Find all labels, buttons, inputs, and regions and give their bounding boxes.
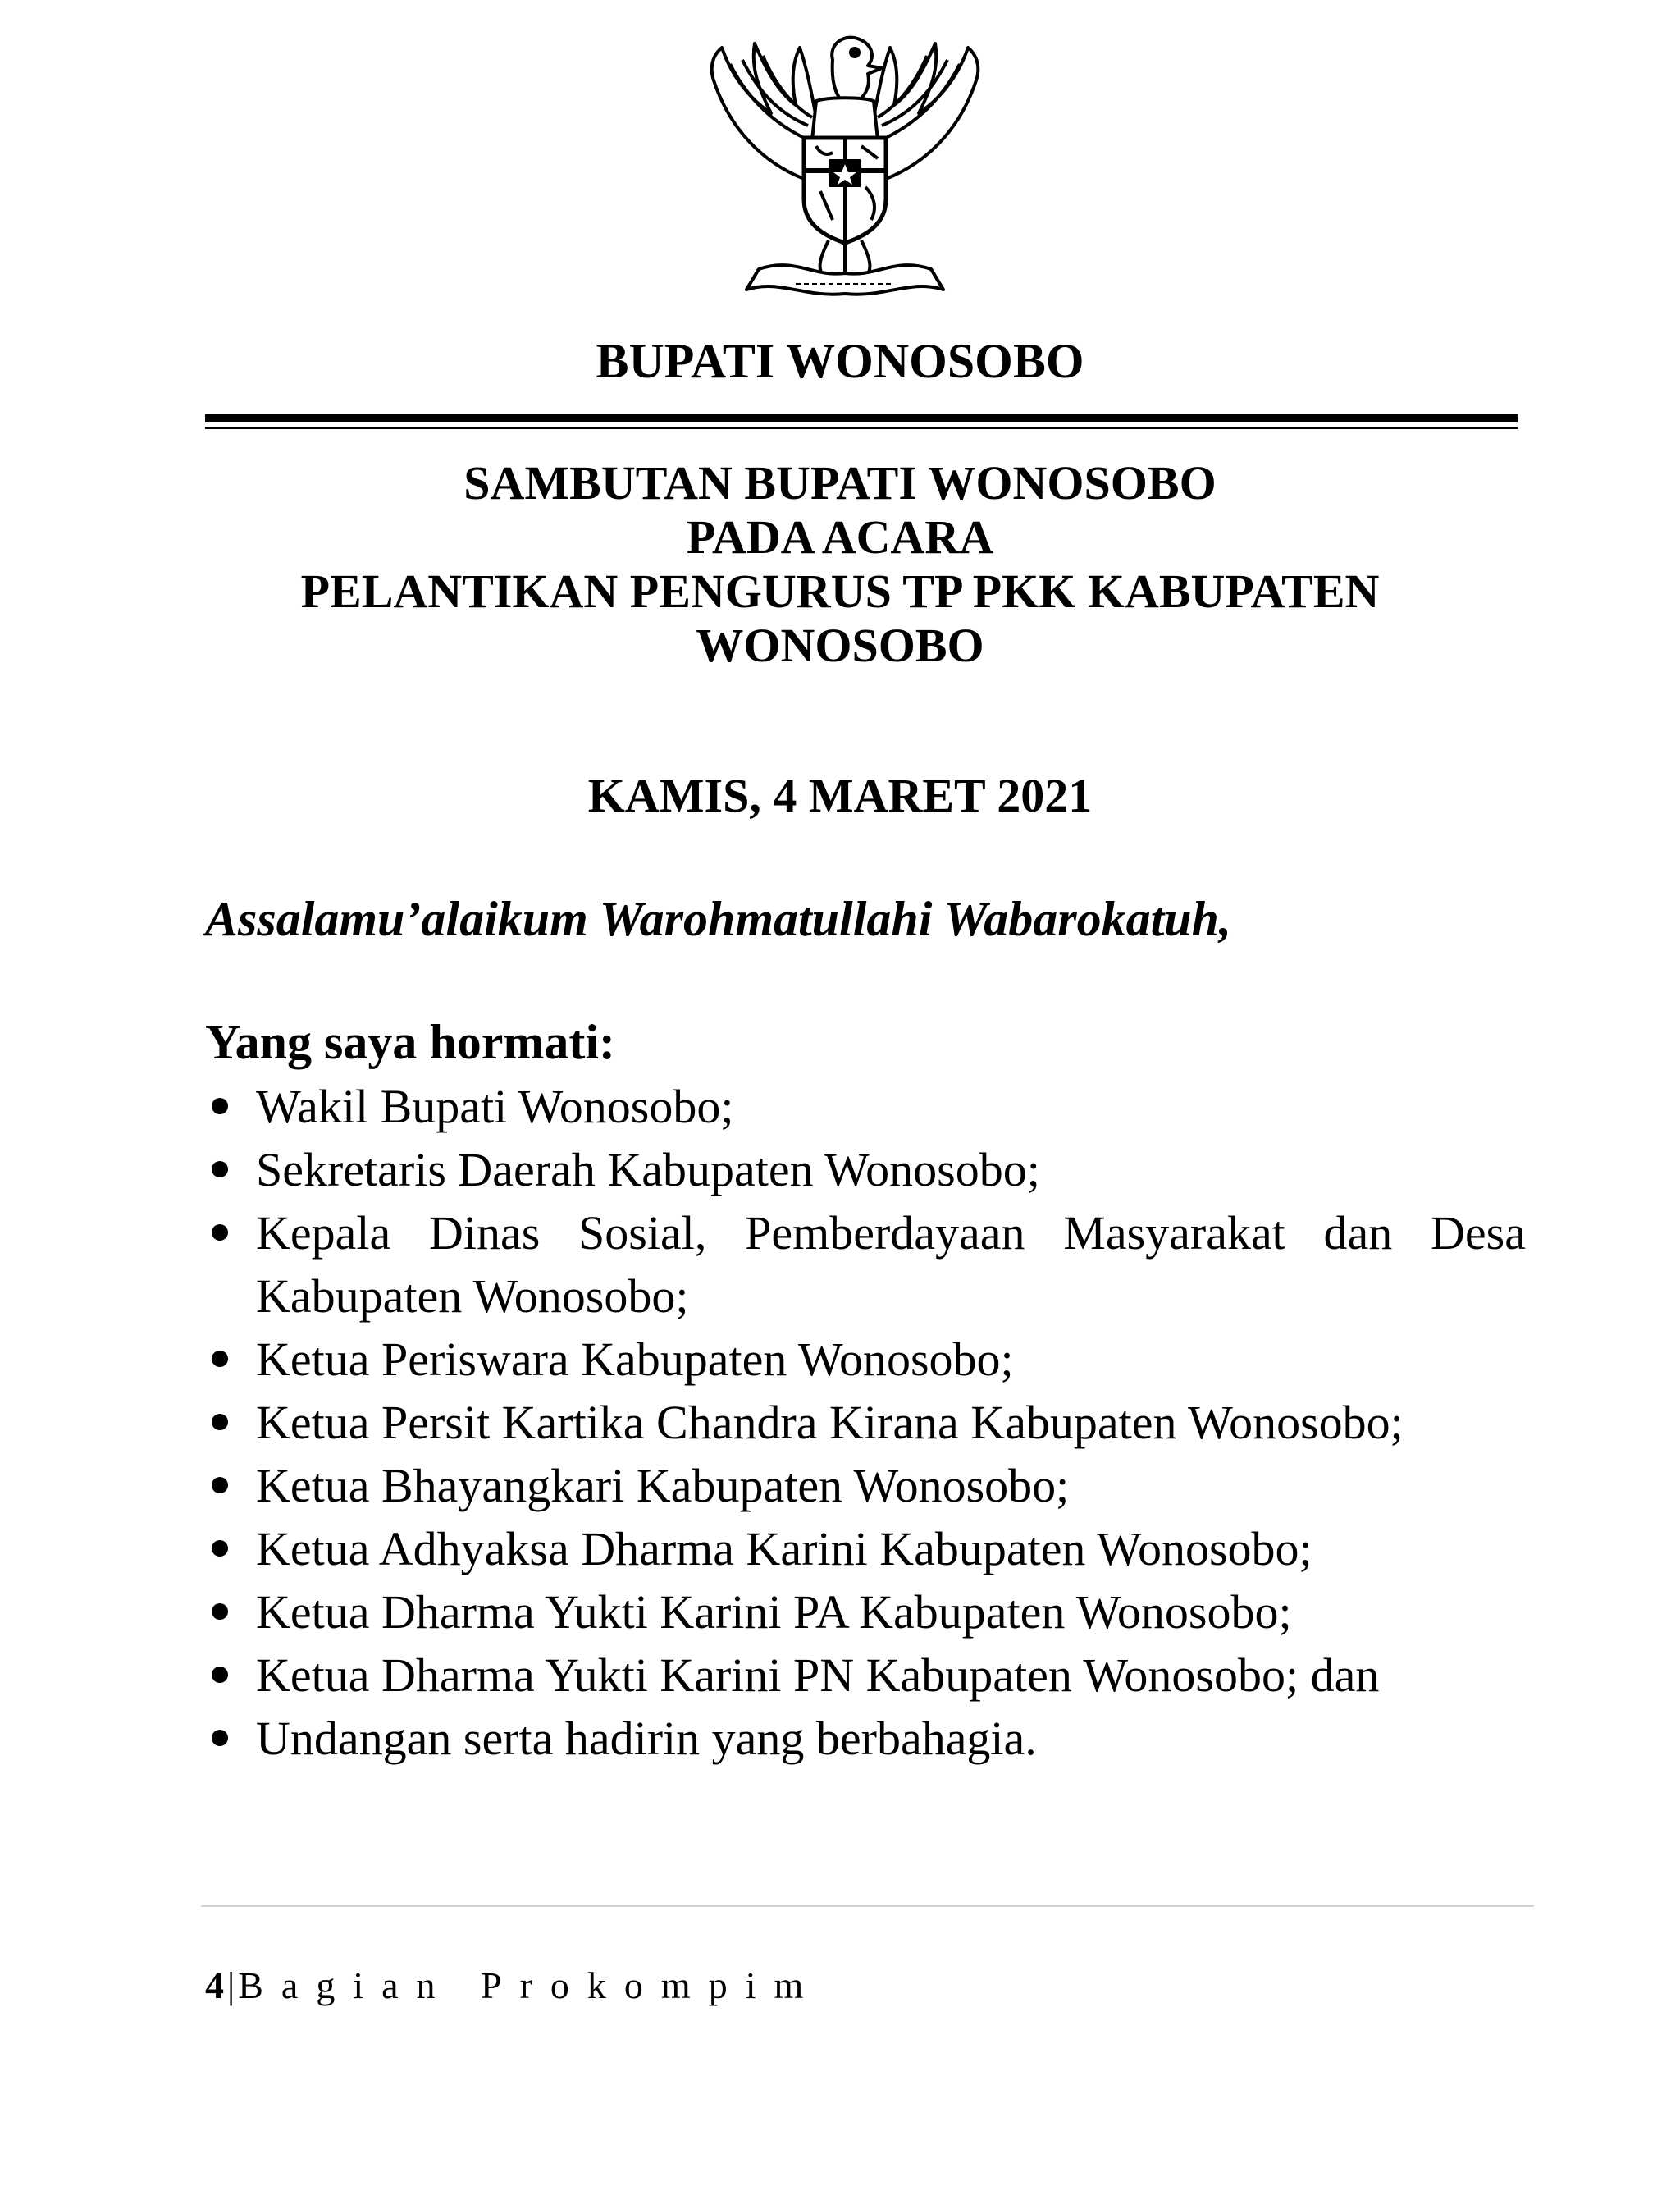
speech-title-block — [164, 456, 1516, 673]
list-item-text: Ketua Adhyaksa Dharma Karini Kabupaten Wonosobo; — [256, 1522, 1312, 1575]
bullet-icon — [212, 1224, 228, 1241]
speech-title-line: WONOSOBO — [696, 619, 984, 672]
list-item-text: Kepala Dinas Sosial, Pemberdayaan Masyarakat dan Desa Kabupaten Wonosobo; — [256, 1206, 1526, 1323]
respect-heading: Yang saya hormati: — [205, 1015, 616, 1069]
garuda-pancasila-emblem-icon — [681, 23, 1009, 318]
list-item-text: Undangan serta hadirin yang berbahagia. — [256, 1712, 1037, 1765]
speech-title-line: PADA ACARA — [686, 510, 994, 564]
header-divider-thick — [205, 414, 1518, 422]
footer-divider — [201, 1905, 1534, 1907]
bullet-icon — [212, 1603, 228, 1620]
bullet-icon — [212, 1161, 228, 1177]
bullet-icon — [212, 1540, 228, 1557]
list-item — [205, 1391, 1526, 1454]
page-footer — [205, 1961, 821, 2010]
opening-greeting: Assalamu’alaikum Warohmatullahi Wabarokatuh, — [205, 892, 1231, 946]
list-item — [205, 1454, 1526, 1517]
list-item-text: Ketua Bhayangkari Kabupaten Wonosobo; — [256, 1459, 1070, 1512]
list-item — [205, 1328, 1526, 1391]
bullet-icon — [212, 1477, 228, 1493]
footer-separator: | — [227, 1964, 239, 2006]
list-item-text: Ketua Dharma Yukti Karini PN Kabupaten Wonosobo; dan — [256, 1648, 1380, 1702]
list-item — [205, 1707, 1526, 1770]
bullet-icon — [212, 1730, 228, 1746]
bullet-icon — [212, 1351, 228, 1367]
page-number: 4 — [205, 1964, 227, 2006]
list-item-text: Ketua Persit Kartika Chandra Kirana Kabupaten Wonosobo; — [256, 1396, 1404, 1449]
bullet-icon — [212, 1098, 228, 1114]
bullet-icon — [212, 1667, 228, 1683]
list-item — [205, 1075, 1526, 1138]
bullet-icon — [212, 1414, 228, 1430]
list-item — [205, 1201, 1526, 1328]
speech-title-line: SAMBUTAN BUPATI WONOSOBO — [463, 456, 1217, 510]
event-date: KAMIS, 4 MARET 2021 — [587, 769, 1093, 822]
list-item-text: Sekretaris Daerah Kabupaten Wonosobo; — [256, 1143, 1040, 1196]
speech-title-line: PELANTIKAN PENGURUS TP PKK KABUPATEN — [300, 565, 1380, 618]
header-divider-thin — [205, 427, 1518, 429]
list-item-text: Ketua Dharma Yukti Karini PA Kabupaten Wonosobo; — [256, 1585, 1292, 1639]
list-item-text: Ketua Periswara Kabupaten Wonosobo; — [256, 1333, 1014, 1386]
list-item-text: Wakil Bupati Wonosobo; — [256, 1080, 734, 1133]
list-item — [205, 1644, 1526, 1707]
department-name: Bagian Prokompim — [238, 1964, 822, 2006]
attendee-list — [205, 1075, 1526, 1770]
list-item — [205, 1517, 1526, 1580]
list-item — [205, 1138, 1526, 1201]
office-title: BUPATI WONOSOBO — [596, 334, 1084, 388]
list-item — [205, 1580, 1526, 1644]
